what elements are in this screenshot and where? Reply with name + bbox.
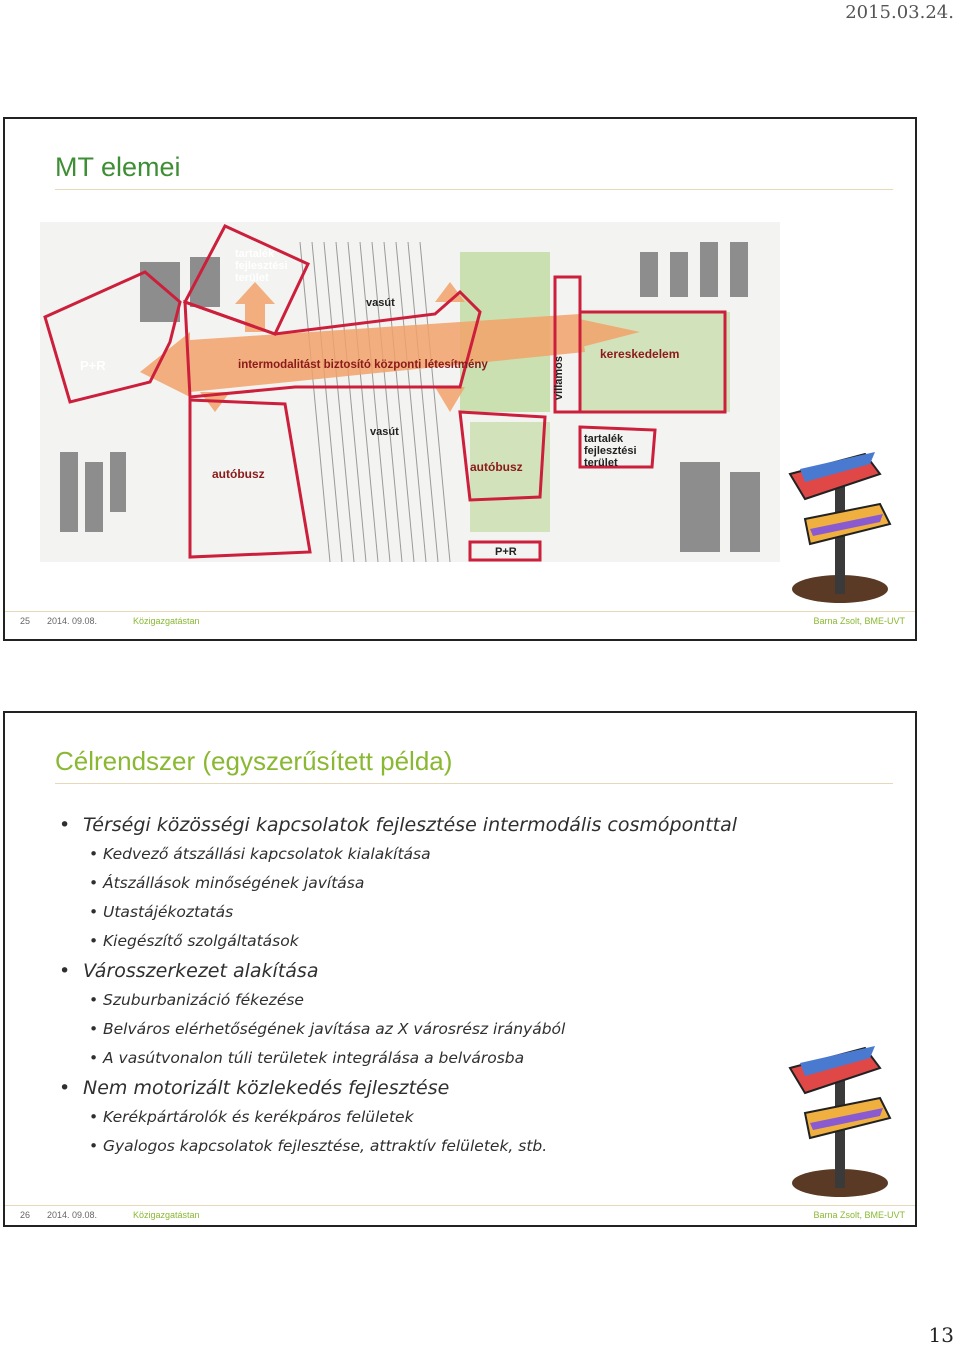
title-divider: [55, 783, 893, 784]
bullet-level2: • Kedvező átszállási kapcsolatok kialakítása: [103, 843, 813, 865]
slide-celrendszer: [3, 711, 917, 1227]
footer-course: Közigazgatástan: [133, 1210, 200, 1220]
label-pr-left: P+R: [80, 358, 106, 373]
footer-author: Barna Zsolt, BME-UVT: [813, 616, 905, 626]
bullet-level2: • Kerékpártárolók és kerékpáros felületek: [103, 1106, 813, 1128]
page-date: 2015.03.24.: [845, 2, 954, 23]
bullet-level2: • Átszállások minőségének javítása: [103, 872, 813, 894]
site-plan-map: [40, 222, 780, 562]
footer-date: 2014. 09.08.: [47, 616, 98, 626]
label-bus-left: autóbusz: [212, 467, 265, 481]
footer-date: 2014. 09.08.: [47, 1210, 98, 1220]
footer-author: Barna Zsolt, BME-UVT: [813, 1210, 905, 1220]
slide-footer: [5, 1210, 915, 1224]
label-reserve-top-1: tartalék: [235, 248, 275, 260]
slide-footer: [5, 616, 915, 630]
slide-mt-elemei: [3, 117, 917, 641]
footer-divider: [5, 611, 915, 612]
slide-title: MT elemei: [55, 152, 181, 182]
bullet-list: [53, 813, 813, 1164]
bullet-level2: • Belváros elérhetőségének javítása az X városrész irányából: [103, 1018, 813, 1040]
bullet-level2: • Gyalogos kapcsolatok fejlesztése, attraktív felületek, stb.: [103, 1135, 813, 1157]
footer-slide-number: 26: [20, 1210, 31, 1220]
label-pr-bottom: P+R: [495, 546, 517, 558]
bullet-level2: • Szuburbanizáció fékezése: [103, 989, 813, 1011]
bullet-level1: • Térségi közösségi kapcsolatok fejlesztése intermodális cosmóponttal: [83, 813, 813, 837]
bullet-level2: • Kiegészítő szolgáltatások: [103, 930, 813, 952]
page-number: 13: [928, 1323, 954, 1347]
footer-divider: [5, 1205, 915, 1206]
label-reserve-right-3: terület: [584, 457, 618, 469]
slide-title: Célrendszer (egyszerűsített példa): [55, 746, 453, 776]
label-intermodal-facility: intermodalitást biztosító központi létesítmény: [238, 359, 488, 371]
footer-slide-number: 25: [20, 616, 31, 626]
label-commerce: kereskedelem: [600, 347, 680, 361]
label-tram: villamos: [553, 355, 565, 400]
label-rail-bottom: vasút: [370, 426, 399, 438]
signpost-clipart: [785, 1038, 895, 1198]
bullet-level1: • Nem motorizált közlekedés fejlesztése: [83, 1076, 813, 1100]
signpost-clipart: [785, 444, 895, 604]
label-reserve-right-1: tartalék: [584, 433, 624, 445]
label-rail-top: vasút: [366, 297, 395, 309]
label-reserve-top-3: terület: [235, 272, 269, 284]
bullet-level1: • Városszerkezet alakítása: [83, 959, 813, 983]
bullet-level2: • A vasútvonalon túli területek integrálása a belvárosba: [103, 1047, 813, 1069]
label-bus-center: autóbusz: [470, 460, 523, 474]
bullet-level2: • Utastájékoztatás: [103, 901, 813, 923]
title-divider: [55, 189, 893, 190]
label-reserve-right-2: fejlesztési: [584, 445, 637, 457]
footer-course: Közigazgatástan: [133, 616, 200, 626]
label-reserve-top-2: fejlesztési: [235, 260, 288, 272]
